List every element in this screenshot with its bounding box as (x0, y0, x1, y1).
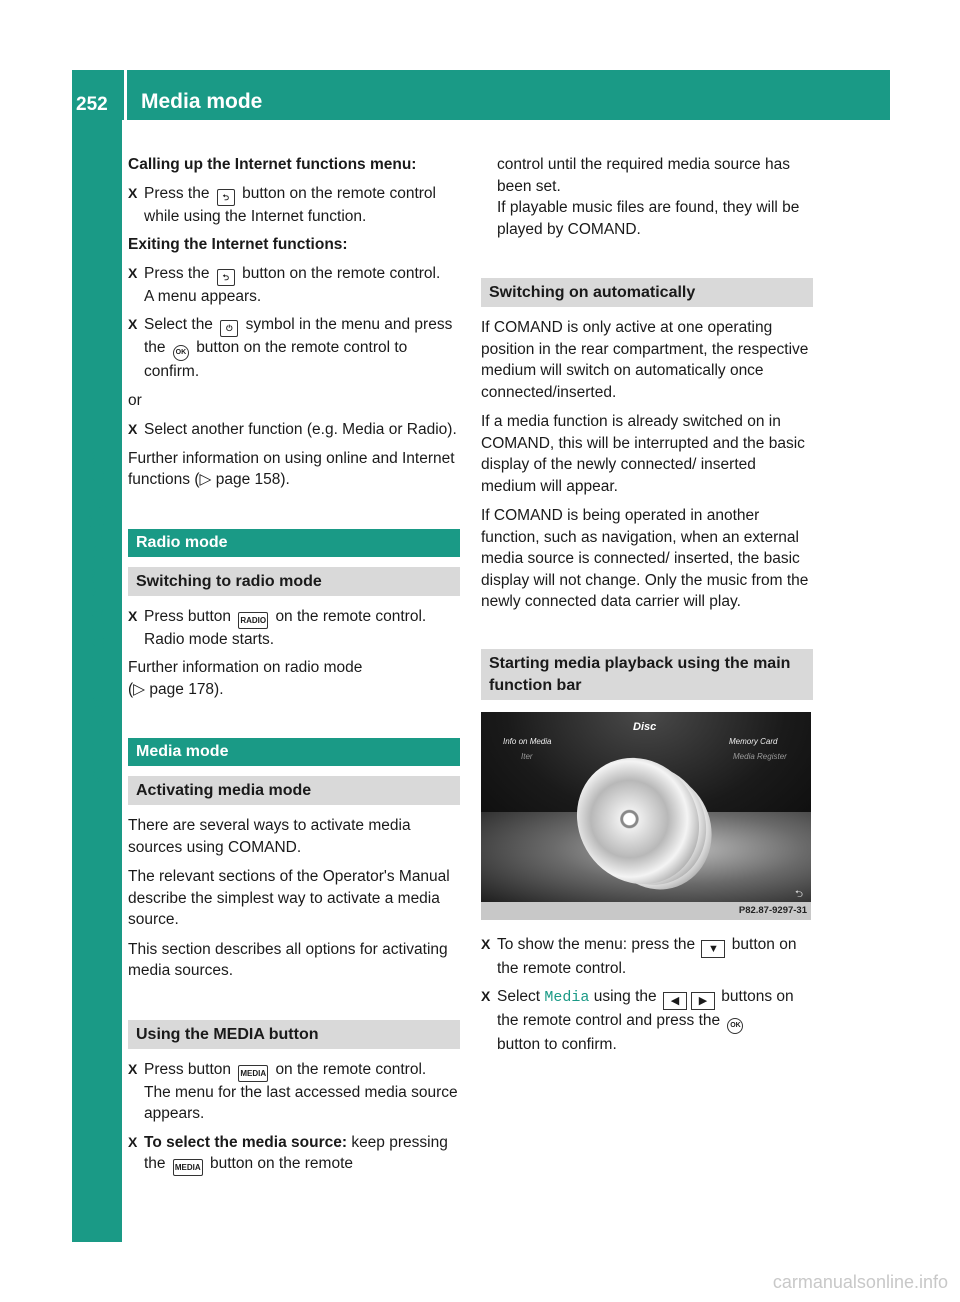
subsection-using-media: Using the MEDIA button (128, 1020, 460, 1049)
watermark: carmanualsonline.info (772, 1272, 948, 1292)
right-column (481, 154, 813, 1063)
step-marker: X (481, 935, 491, 952)
figure-left-label: Info on Media (503, 736, 552, 746)
paragraph: There are several ways to activate media sources using COMAND. (128, 817, 411, 856)
step-marker: X (128, 421, 138, 437)
figure-left-sub: Iter (521, 751, 533, 761)
step-exit-1: X Press the ⮌ button on the remote control. A menu appears. (128, 264, 441, 305)
exiting-heading: Exiting the Internet functions: (128, 236, 348, 253)
paragraph: The relevant sections of the Operator's Manual describe the simplest way to activate a media source. (128, 868, 450, 928)
radio-key-icon: RADIO (238, 612, 268, 629)
step-radio: X Press button RADIO on the remote control. Radio mode starts. (128, 607, 427, 648)
calling-heading: Calling up the Internet functions menu: (128, 156, 417, 173)
page-ref-icon: ▷ (199, 471, 212, 488)
back-key-icon: ⮌ (217, 269, 235, 286)
media-key-icon: MEDIA (173, 1159, 203, 1176)
left-arrow-icon: ◀ (663, 992, 687, 1010)
paragraph: If a media function is already switched on in COMAND, this will be interrupted and the basic display of the newly connected/ inserted medium will appear. (481, 413, 805, 495)
step-show-menu: X To show the menu: press the ▼ button on the remote control. (481, 935, 797, 977)
header-divider (124, 70, 127, 120)
step-marker: X (128, 1133, 138, 1150)
step-media-1: X Press button MEDIA on the remote control. The menu for the last accessed media source appears. (128, 1060, 458, 1122)
back-icon: ⮌ (794, 888, 803, 900)
step-media-2: X To select the media source: keep pressing the MEDIA button on the remote (128, 1132, 460, 1177)
step-marker: X (128, 184, 138, 201)
page-title: Media mode (141, 90, 263, 113)
step-marker: X (128, 264, 138, 281)
power-icon: ⏻ (220, 320, 238, 337)
section-media-mode: Media mode (128, 738, 460, 766)
step-exit-2: X Select the ⏻ symbol in the menu and press the OK button on the remote control to confirm. (128, 316, 453, 380)
left-column (128, 154, 460, 1183)
subsection-activating: Activating media mode (128, 776, 460, 805)
figure-title: Disc (633, 720, 657, 733)
step-marker: X (128, 316, 138, 332)
right-arrow-icon: ▶ (691, 992, 715, 1010)
further-internet: Further information on using online and Internet functions (▷ page 158). (128, 449, 455, 488)
figure-right-sub: Media Register (733, 751, 787, 761)
ok-button-icon: OK (173, 345, 189, 361)
paragraph: If COMAND is only active at one operating position in the rear compartment, the respective medium will switch on automatically once connected/inserted. (481, 319, 809, 401)
section-radio-mode: Radio mode (128, 529, 460, 557)
subsection-starting-playback: Starting media playback using the main function bar (481, 649, 813, 700)
subsection-switching-radio: Switching to radio mode (128, 567, 460, 596)
figure-right-label: Memory Card (729, 736, 778, 746)
media-menu-item: Media (544, 989, 590, 1006)
page-ref-icon: ▷ (133, 680, 146, 698)
step-exit-3: X Select another function (e.g. Media or Radio). (128, 419, 460, 441)
step-marker: X (128, 1060, 138, 1077)
back-key-icon: ⮌ (217, 189, 235, 206)
continued-step: control until the required media source has been set. If playable music files are found, they will be played by COMAND. (497, 156, 800, 238)
step-marker: X (481, 988, 491, 1004)
step-select-media: X Select Media using the ◀ ▶ buttons on the remote control and press the OK button to confirm. (481, 988, 794, 1053)
or-text: or (128, 391, 142, 409)
disc-screen-figure (481, 712, 811, 920)
further-radio: Further information on radio mode (▷ page 178). (128, 659, 363, 698)
subsection-switching-auto: Switching on automatically (481, 278, 813, 307)
step-calling: X Press the ⮌ button on the remote control while using the Internet function. (128, 184, 436, 225)
step-marker: X (128, 607, 138, 624)
paragraph: If COMAND is being operated in another function, such as navigation, when an external media source is connected/ inserted, the basic display will not change. Only the music from the newly connected data carrier will play. (481, 507, 809, 610)
chapter-title: Rear Seat Entertainment System (84, 450, 109, 790)
paragraph: This section describes all options for activating media sources. (128, 940, 448, 979)
page-number: 252 (76, 94, 108, 115)
down-arrow-icon: ▼ (701, 940, 725, 958)
figure-caption: P82.87-9297-31 (481, 902, 811, 920)
ok-button-icon: OK (727, 1018, 743, 1034)
media-key-icon: MEDIA (238, 1065, 268, 1082)
